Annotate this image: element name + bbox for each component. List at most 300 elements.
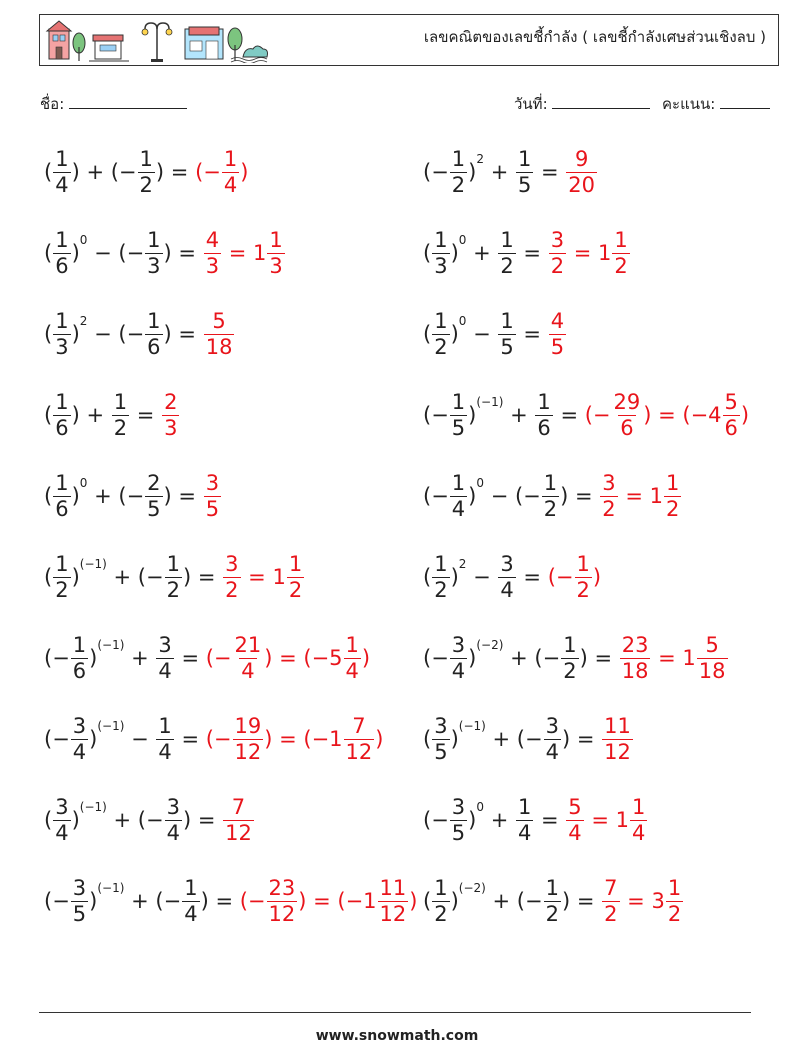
answer xyxy=(548,309,567,360)
fraction xyxy=(223,552,240,603)
denominator: 2 xyxy=(288,577,303,602)
footer-url: www.snowmath.com xyxy=(315,1028,479,1044)
fraction xyxy=(53,309,70,360)
denominator: 6 xyxy=(55,415,69,440)
numerator: 3 xyxy=(602,470,616,495)
numerator: 1 xyxy=(55,308,69,333)
fraction xyxy=(71,876,88,927)
answer xyxy=(565,795,648,846)
denominator: 2 xyxy=(545,901,559,926)
math-text: ) xyxy=(163,241,172,265)
denominator: 18 xyxy=(621,658,649,683)
math-text: ( xyxy=(44,484,53,508)
fraction xyxy=(53,147,70,198)
math-text: ) xyxy=(450,565,459,589)
math-text: = xyxy=(174,646,206,670)
fraction xyxy=(53,390,70,441)
math-text: ) = (−5 xyxy=(264,646,343,670)
answer xyxy=(203,309,236,360)
exponent: (−2) xyxy=(458,881,486,895)
math-text: ) xyxy=(89,727,98,751)
denominator: 2 xyxy=(604,901,618,926)
denominator: 2 xyxy=(113,415,128,440)
math-text: + xyxy=(466,241,498,265)
denominator: 5 xyxy=(434,739,448,764)
math-text: ) xyxy=(592,565,602,589)
denominator: 3 xyxy=(269,253,283,278)
math-text: ) xyxy=(71,484,80,508)
answer xyxy=(599,471,682,522)
worksheet-header xyxy=(39,14,779,66)
fraction xyxy=(450,147,467,198)
denominator: 2 xyxy=(434,577,448,602)
math-text: ) xyxy=(561,727,571,751)
exponent: (−1) xyxy=(476,395,504,409)
math-text: ) xyxy=(89,646,98,670)
math-text: ) xyxy=(182,565,192,589)
math-text: ) xyxy=(89,889,98,913)
math-text: + xyxy=(79,160,111,184)
math-text: + xyxy=(124,889,156,913)
fraction xyxy=(516,147,533,198)
math-text: = 1 xyxy=(584,808,629,832)
date-blank[interactable] xyxy=(552,94,650,109)
numerator: 1 xyxy=(517,146,532,171)
math-text: = 1 xyxy=(567,241,612,265)
denominator: 18 xyxy=(698,658,726,683)
numerator: 11 xyxy=(604,713,631,738)
math-text: ) xyxy=(468,808,477,832)
math-text: ) xyxy=(71,322,80,346)
numerator: 3 xyxy=(72,875,87,900)
numerator: 1 xyxy=(166,551,180,576)
numerator: 23 xyxy=(268,875,296,900)
fraction xyxy=(156,633,173,684)
denominator: 5 xyxy=(517,172,532,197)
problem-item xyxy=(423,545,601,609)
numerator: 4 xyxy=(205,227,220,252)
numerator: 1 xyxy=(288,551,303,576)
answer xyxy=(565,147,598,198)
fraction xyxy=(71,714,88,765)
math-text: ) xyxy=(361,646,371,670)
problem-item xyxy=(44,545,305,609)
numerator: 1 xyxy=(139,146,153,171)
numerator: 3 xyxy=(205,470,220,495)
math-text: + xyxy=(124,646,156,670)
problem-item xyxy=(44,869,417,933)
numerator: 1 xyxy=(72,632,87,657)
denominator: 4 xyxy=(451,658,466,683)
exponent: (−1) xyxy=(97,719,125,733)
problem-item xyxy=(44,140,248,204)
denominator: 6 xyxy=(620,415,634,440)
fraction xyxy=(498,309,515,360)
denominator: 4 xyxy=(631,820,646,845)
problem-item xyxy=(44,788,255,852)
exponent: 2 xyxy=(476,152,485,166)
problem-item xyxy=(423,464,682,528)
math-text: + xyxy=(484,808,515,832)
denominator: 12 xyxy=(379,901,407,926)
math-text: ) = (−4 xyxy=(643,403,722,427)
numerator: 3 xyxy=(55,794,69,819)
fraction xyxy=(53,795,70,846)
exponent: 0 xyxy=(458,314,467,328)
math-text: + xyxy=(484,160,515,184)
denominator: 3 xyxy=(164,415,178,440)
numerator: 1 xyxy=(147,308,161,333)
denominator: 2 xyxy=(576,577,590,602)
exponent: 0 xyxy=(79,233,88,247)
numerator: 19 xyxy=(234,713,262,738)
fraction xyxy=(450,633,467,684)
math-text: (− xyxy=(205,727,232,751)
score-label: คะแนน: xyxy=(662,95,716,113)
math-text: + xyxy=(106,565,138,589)
denominator: 6 xyxy=(55,496,69,521)
fraction xyxy=(450,795,467,846)
denominator: 12 xyxy=(234,739,262,764)
math-text: (− xyxy=(118,241,145,265)
math-text: = xyxy=(568,484,600,508)
problem-item xyxy=(423,626,729,690)
denominator: 4 xyxy=(500,577,514,602)
numerator: 1 xyxy=(543,470,558,495)
numerator: 11 xyxy=(379,875,407,900)
math-text: = xyxy=(570,889,602,913)
math-text: ) xyxy=(450,322,459,346)
denominator: 5 xyxy=(500,334,514,359)
numerator: 3 xyxy=(451,632,466,657)
denominator: 6 xyxy=(55,253,69,278)
denominator: 18 xyxy=(205,334,233,359)
fraction xyxy=(71,633,88,684)
math-text: ) xyxy=(561,889,571,913)
fraction xyxy=(53,228,70,279)
math-text: ) = (−1 xyxy=(298,889,377,913)
math-text: ( xyxy=(44,565,53,589)
math-text: ) xyxy=(240,160,249,184)
math-text: ) xyxy=(468,484,477,508)
math-text: ) xyxy=(409,889,418,913)
math-text: + xyxy=(87,484,119,508)
math-text: ( xyxy=(44,322,53,346)
exponent: 0 xyxy=(458,233,467,247)
denominator: 4 xyxy=(166,820,180,845)
denominator: 3 xyxy=(205,253,220,278)
problem-item xyxy=(423,140,598,204)
numerator: 3 xyxy=(225,551,239,576)
math-text: + xyxy=(485,727,517,751)
numerator: 1 xyxy=(563,632,577,657)
fraction xyxy=(612,390,643,441)
math-text: = xyxy=(191,808,223,832)
numerator: 1 xyxy=(223,146,238,171)
math-text: (− xyxy=(423,808,449,832)
fraction xyxy=(561,633,578,684)
fraction xyxy=(204,471,221,522)
math-text: = xyxy=(516,565,548,589)
numerator: 1 xyxy=(55,470,69,495)
fraction xyxy=(162,390,179,441)
numerator: 21 xyxy=(234,632,262,657)
math-text: − xyxy=(466,565,498,589)
denominator: 4 xyxy=(241,658,255,683)
answer xyxy=(240,876,418,927)
fraction xyxy=(267,228,284,279)
answer xyxy=(585,390,749,441)
denominator: 12 xyxy=(225,820,252,845)
numerator: 1 xyxy=(55,389,69,414)
numerator: 5 xyxy=(568,794,582,819)
denominator: 2 xyxy=(614,253,628,278)
denominator: 6 xyxy=(72,658,87,683)
fraction xyxy=(287,552,304,603)
numerator: 1 xyxy=(113,389,128,414)
math-text: (− xyxy=(423,484,449,508)
denominator: 5 xyxy=(205,496,220,521)
exponent: (−1) xyxy=(458,719,486,733)
numerator: 5 xyxy=(705,632,719,657)
exponent: 0 xyxy=(476,800,485,814)
math-text: ( xyxy=(44,241,53,265)
fraction xyxy=(666,876,683,927)
fraction xyxy=(498,228,515,279)
math-text: = xyxy=(208,889,240,913)
numerator: 1 xyxy=(269,227,283,252)
math-text: + xyxy=(106,808,138,832)
answer xyxy=(203,228,286,279)
fraction xyxy=(344,714,375,765)
math-text: = xyxy=(534,160,566,184)
numerator: 1 xyxy=(158,713,172,738)
answer xyxy=(222,552,305,603)
math-text: = xyxy=(587,646,619,670)
math-text: ( xyxy=(423,241,432,265)
denominator: 20 xyxy=(568,172,596,197)
math-text: ) xyxy=(155,160,165,184)
fraction xyxy=(544,876,561,927)
math-text: ) xyxy=(450,727,459,751)
math-text: = xyxy=(130,403,162,427)
numerator: 1 xyxy=(434,875,448,900)
math-text: ( xyxy=(423,565,432,589)
denominator: 5 xyxy=(451,415,466,440)
math-text: (− xyxy=(110,160,137,184)
denominator: 3 xyxy=(55,334,69,359)
answer xyxy=(203,471,222,522)
math-text: = xyxy=(570,727,602,751)
math-text: + xyxy=(503,646,535,670)
fraction xyxy=(664,471,681,522)
fraction xyxy=(450,471,467,522)
math-text: ) xyxy=(71,808,80,832)
fraction xyxy=(575,552,592,603)
math-text: = xyxy=(171,484,203,508)
math-text: (− xyxy=(155,889,182,913)
numerator: 1 xyxy=(500,227,514,252)
math-text: ) xyxy=(163,322,172,346)
exponent: 0 xyxy=(476,476,485,490)
exponent: 2 xyxy=(458,557,467,571)
answer xyxy=(206,633,370,684)
fraction xyxy=(432,552,449,603)
math-text: = xyxy=(171,322,203,346)
fraction xyxy=(544,714,561,765)
math-text: (− xyxy=(137,565,164,589)
numerator: 1 xyxy=(345,632,359,657)
math-text: (− xyxy=(205,646,232,670)
problem-item xyxy=(423,788,648,852)
fraction xyxy=(156,714,173,765)
math-text: (− xyxy=(584,403,611,427)
denominator: 12 xyxy=(345,739,373,764)
math-text: ) xyxy=(163,484,172,508)
denominator: 6 xyxy=(537,415,551,440)
numerator: 1 xyxy=(451,146,466,171)
fraction xyxy=(53,471,70,522)
denominator: 2 xyxy=(434,334,448,359)
math-text: = xyxy=(534,808,566,832)
math-text: = 1 xyxy=(222,241,267,265)
denominator: 2 xyxy=(139,172,153,197)
math-text: (− xyxy=(44,727,70,751)
denominator: 4 xyxy=(568,820,582,845)
math-text: = xyxy=(174,727,206,751)
denominator: 4 xyxy=(184,901,198,926)
math-text: = xyxy=(516,241,548,265)
math-text: (− xyxy=(423,160,449,184)
math-text: − xyxy=(87,322,119,346)
fraction xyxy=(620,633,651,684)
denominator: 4 xyxy=(517,820,532,845)
answer xyxy=(601,876,684,927)
numerator: 5 xyxy=(212,308,226,333)
fraction xyxy=(145,471,162,522)
problem-item xyxy=(44,221,286,285)
denominator: 2 xyxy=(602,496,616,521)
answer xyxy=(548,552,601,603)
fraction xyxy=(600,471,617,522)
math-text: ( xyxy=(423,322,432,346)
math-text: − xyxy=(124,727,156,751)
fraction xyxy=(222,147,239,198)
fraction xyxy=(138,147,155,198)
numerator: 1 xyxy=(184,875,198,900)
fraction xyxy=(165,552,182,603)
numerator: 7 xyxy=(231,794,246,819)
problem-item xyxy=(423,869,684,933)
denominator: 2 xyxy=(500,253,514,278)
math-text: (− xyxy=(423,646,449,670)
math-text: ) xyxy=(200,889,209,913)
numerator: 3 xyxy=(158,632,172,657)
name-blank[interactable] xyxy=(69,94,187,109)
math-text: (− xyxy=(137,808,164,832)
denominator: 4 xyxy=(545,739,559,764)
numerator: 1 xyxy=(537,389,551,414)
denominator: 4 xyxy=(451,496,466,521)
numerator: 3 xyxy=(500,551,514,576)
fraction xyxy=(53,552,70,603)
math-text: ) xyxy=(182,808,192,832)
problem-item xyxy=(44,302,235,366)
problem-item xyxy=(44,383,180,447)
exponent: (−1) xyxy=(79,800,107,814)
exponent: (−1) xyxy=(97,638,125,652)
answer xyxy=(619,633,729,684)
fraction xyxy=(165,795,182,846)
math-text: = xyxy=(191,565,223,589)
math-text: (− xyxy=(516,889,543,913)
problem-item xyxy=(44,707,383,771)
numerator: 1 xyxy=(434,227,448,252)
fraction xyxy=(542,471,559,522)
fraction xyxy=(432,228,449,279)
numerator: 7 xyxy=(604,875,618,900)
math-text: = 1 xyxy=(618,484,663,508)
numerator: 5 xyxy=(724,389,738,414)
problem-item xyxy=(423,302,567,366)
fraction xyxy=(432,876,449,927)
name-label: ชื่อ: xyxy=(40,95,65,113)
fraction xyxy=(223,795,254,846)
denominator: 5 xyxy=(72,901,87,926)
denominator: 2 xyxy=(434,901,448,926)
name-field xyxy=(40,92,187,116)
problem-item xyxy=(44,464,222,528)
numerator: 2 xyxy=(164,389,178,414)
math-text: ) = (−1 xyxy=(264,727,343,751)
numerator: 4 xyxy=(550,308,565,333)
denominator: 2 xyxy=(543,496,558,521)
fraction xyxy=(498,552,515,603)
math-text: − xyxy=(87,241,119,265)
denominator: 5 xyxy=(451,820,466,845)
fraction xyxy=(344,633,361,684)
math-text: (− xyxy=(514,484,541,508)
numerator: 3 xyxy=(545,713,559,738)
denominator: 6 xyxy=(147,334,161,359)
exponent: 2 xyxy=(79,314,88,328)
answer xyxy=(206,714,384,765)
denominator: 4 xyxy=(223,172,238,197)
denominator: 2 xyxy=(550,253,565,278)
problem-item xyxy=(44,626,370,690)
answer xyxy=(222,795,255,846)
denominator: 2 xyxy=(667,901,682,926)
fraction xyxy=(549,309,566,360)
numerator: 1 xyxy=(147,227,161,252)
numerator: 3 xyxy=(72,713,87,738)
math-text: − xyxy=(484,484,515,508)
numerator: 1 xyxy=(434,308,448,333)
fraction xyxy=(204,309,235,360)
fraction xyxy=(602,876,619,927)
denominator: 6 xyxy=(724,415,738,440)
math-text: ) xyxy=(468,403,477,427)
fraction xyxy=(566,795,583,846)
exponent: (−1) xyxy=(97,881,125,895)
denominator: 12 xyxy=(268,901,296,926)
score-blank[interactable] xyxy=(720,94,770,109)
numerator: 1 xyxy=(451,389,466,414)
fraction xyxy=(182,876,199,927)
denominator: 4 xyxy=(55,820,69,845)
answer xyxy=(548,228,631,279)
fraction xyxy=(697,633,728,684)
